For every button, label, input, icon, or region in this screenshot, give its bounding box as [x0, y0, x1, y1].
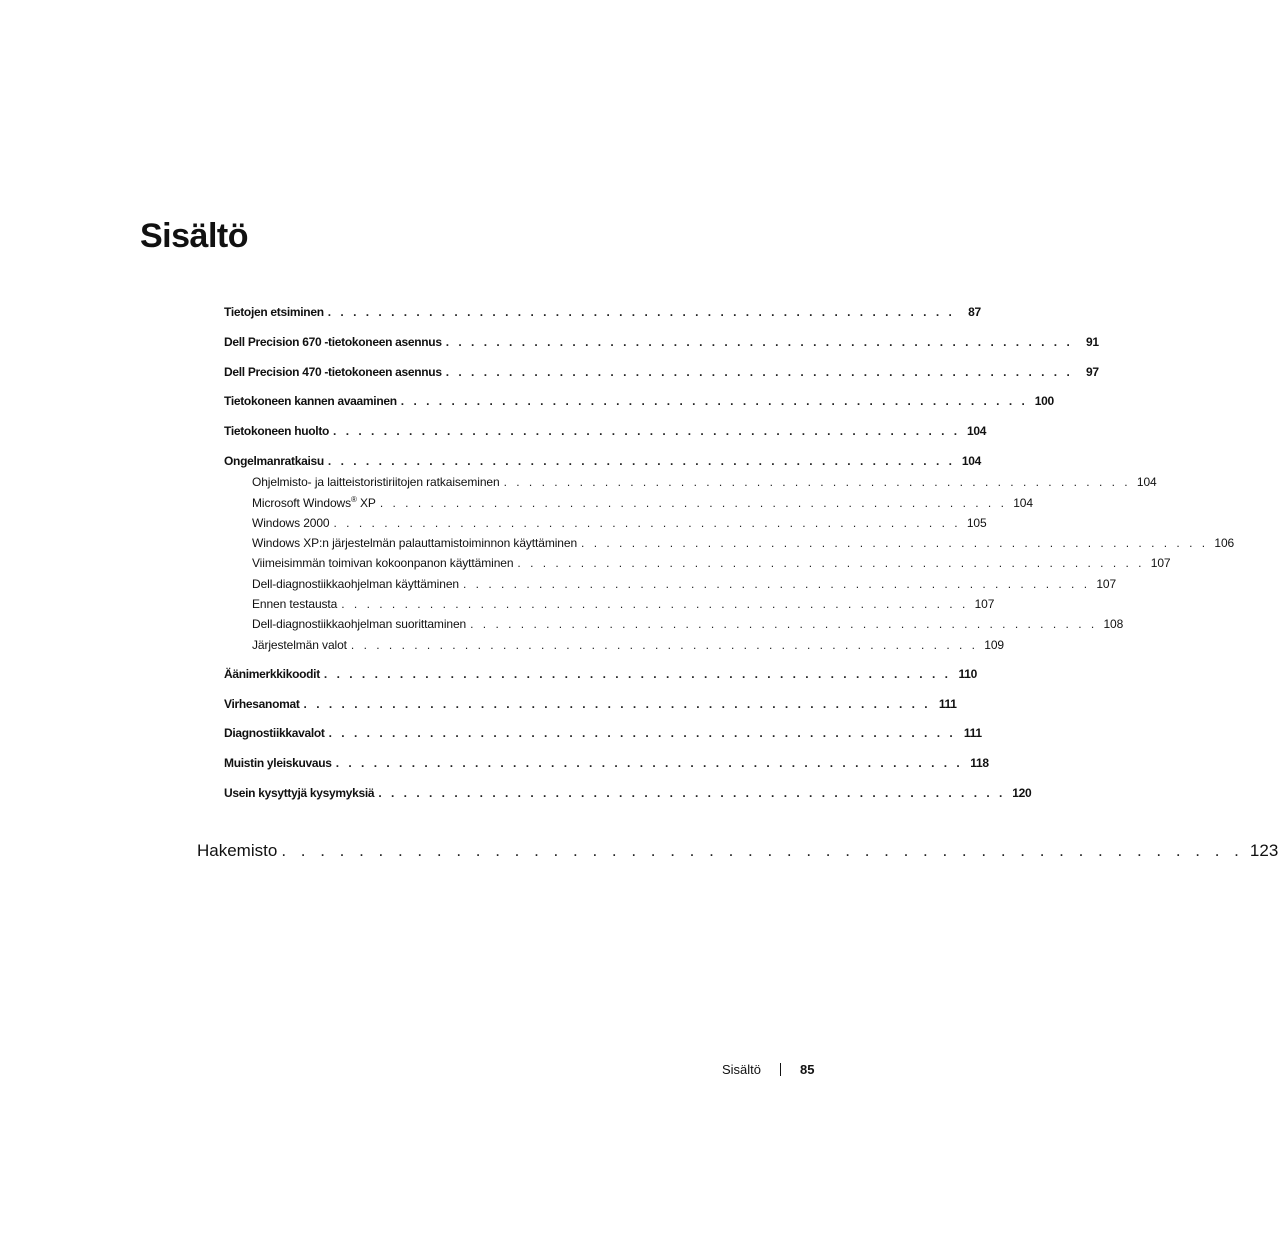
toc-entry-page: 108: [1103, 617, 1124, 631]
toc-entry[interactable]: [224, 726, 982, 740]
toc-entry[interactable]: [224, 667, 977, 681]
toc-entry[interactable]: [224, 394, 1054, 408]
dot-leader: . . . . . . . . . . . . . . . . . . . . . . . . . . . . . . . . . . . . . . . . . . . . . . . . . .: [323, 667, 951, 681]
toc-entry-page: 104: [1136, 475, 1157, 489]
toc-entry-page: 87: [968, 305, 981, 319]
toc-subentry[interactable]: [252, 577, 1117, 591]
dot-leader: . . . . . . . . . . . . . . . . . . . . . . . . . . . . . . . . . . . . . . . . . . . . . . . . . .: [333, 424, 961, 438]
footer-section-label: Sisältö: [722, 1062, 762, 1077]
dot-leader: . . . . . . . . . . . . . . . . . . . . . . . . . . . . . . . . . . . . . . . . . . . . . . . . . .: [470, 617, 1098, 631]
toc-entry-page: 123: [1249, 841, 1278, 860]
footer-divider: [780, 1063, 781, 1076]
toc-entry-page: 104: [967, 424, 987, 438]
toc-entry-page: 104: [961, 454, 981, 468]
toc-entry-page: 120: [1012, 786, 1032, 800]
toc-entry[interactable]: [224, 756, 989, 770]
dot-leader: . . . . . . . . . . . . . . . . . . . . . . . . . . . . . . . . . . . . . . . . . . . . . . . . . .: [378, 786, 1006, 800]
dot-leader: . . . . . . . . . . . . . . . . . . . . . . . . . . . . . . . . . . . . . . . . . . . . . . . . . .: [327, 305, 955, 319]
toc-entry-label: Ongelmanratkaisu: [224, 454, 324, 468]
dot-leader: . . . . . . . . . . . . . . . . . . . . . . . . . . . . . . . . . . . . . . . . . . . . . . . . . .: [517, 556, 1145, 570]
toc-entry-label: Järjestelmän valot: [252, 638, 347, 652]
dot-leader: . . . . . . . . . . . . . . . . . . . . . . . . . . . . . . . . . . . . . . . . . . . . . . . . . .: [333, 516, 961, 530]
toc-entry-label: Ennen testausta: [252, 597, 338, 611]
toc-entry-page: 106: [1214, 536, 1235, 550]
dot-leader: . . . . . . . . . . . . . . . . . . . . . . . . . . . . . . . . . . . . . . . . . . . . . . . . . .: [462, 577, 1091, 591]
toc-entry-label: Diagnostiikkavalot: [224, 726, 325, 740]
toc-entry-label: Ohjelmisto- ja laitteistoristiriitojen ratkaiseminen: [252, 475, 500, 489]
toc-entry-page: 111: [938, 697, 957, 711]
toc-entry[interactable]: [224, 365, 1099, 379]
dot-leader: . . . . . . . . . . . . . . . . . . . . . . . . . . . . . . . . . . . . . . . . . . . . . . . . . .: [400, 394, 1028, 408]
toc-entry[interactable]: [224, 786, 1032, 800]
dot-leader: . . . . . . . . . . . . . . . . . . . . . . . . . . . . . . . . . . . . . . . . . . . . . . . . . .: [581, 536, 1209, 550]
toc-subentry[interactable]: [252, 638, 1004, 652]
toc-entry-page: 91: [1086, 335, 1099, 349]
toc-entry-page: 107: [1096, 577, 1117, 591]
toc-entry-page: 100: [1034, 394, 1054, 408]
dot-leader: . . . . . . . . . . . . . . . . . . . . . . . . . . . . . . . . . . . . . . . . . . . . . . . . . .: [303, 697, 931, 711]
page-title: Sisältö: [140, 217, 248, 255]
page-footer: [722, 1062, 815, 1077]
toc-entry[interactable]: [224, 454, 981, 468]
toc-index-entry[interactable]: [197, 841, 1278, 861]
toc-entry-label: Windows XP:n järjestelmän palauttamistoiminnon käyttäminen: [252, 536, 578, 550]
toc-entry-page: 118: [970, 756, 989, 770]
dot-leader: . . . . . . . . . . . . . . . . . . . . . . . . . . . . . . . . . . . . . . . . . . . . . . . . . .: [328, 726, 956, 740]
dot-leader: . . . . . . . . . . . . . . . . . . . . . . . . . . . . . . . . . . . . . . . . . . . . . . . . . .: [335, 756, 963, 770]
toc-entry[interactable]: [224, 305, 981, 319]
toc-entry-label: Tietojen etsiminen: [224, 305, 324, 319]
toc-subentry[interactable]: [252, 617, 1124, 631]
dot-leader: . . . . . . . . . . . . . . . . . . . . . . . . . . . . . . . . . . . . . . . . . . . . . . . . . .: [379, 496, 1007, 510]
dot-leader: . . . . . . . . . . . . . . . . . . . . . . . . . . . . . . . . . . . . . . . . . . . . . . . . . .: [503, 475, 1131, 489]
toc-entry-label: Dell Precision 670 -tietokoneen asennus: [224, 335, 442, 349]
toc-entry-page: 111: [963, 726, 982, 740]
toc-subentry[interactable]: [252, 475, 1157, 489]
dot-leader: . . . . . . . . . . . . . . . . . . . . . . . . . . . . . . . . . . . . . . . . . . . . . . . . . .: [341, 597, 969, 611]
dot-leader: . . . . . . . . . . . . . . . . . . . . . . . . . . . . . . . . . . . . . . . . . . . . . . . . . .: [281, 841, 1244, 860]
toc-entry-page: 107: [1150, 556, 1171, 570]
toc-entry-label: Dell-diagnostiikkaohjelman käyttäminen: [252, 577, 459, 591]
toc-entry-label: Tietokoneen huolto: [224, 424, 330, 438]
toc-entry-page: 97: [1086, 365, 1099, 379]
toc-entry-page: 104: [1013, 496, 1033, 510]
toc-entry-label: Dell-diagnostiikkaohjelman suorittaminen: [252, 617, 467, 631]
toc-entry-label: Muistin yleiskuvaus: [224, 756, 332, 770]
dot-leader: . . . . . . . . . . . . . . . . . . . . . . . . . . . . . . . . . . . . . . . . . . . . . . . . . .: [350, 638, 978, 652]
toc-entry-label: Microsoft Windows® XP: [252, 495, 376, 510]
toc-entry-page: 110: [958, 667, 977, 681]
registered-mark: ®: [351, 495, 357, 504]
toc-subentry[interactable]: [252, 536, 1235, 550]
toc-entry-label: Viimeisimmän toimivan kokoonpanon käyttäminen: [252, 556, 514, 570]
dot-leader: . . . . . . . . . . . . . . . . . . . . . . . . . . . . . . . . . . . . . . . . . . . . . . . . . .: [445, 365, 1073, 379]
toc-entry[interactable]: [224, 335, 1099, 349]
toc-entry-label: Tietokoneen kannen avaaminen: [224, 394, 397, 408]
toc-entry-label: Virhesanomat: [224, 697, 300, 711]
toc-subentry[interactable]: [252, 495, 1033, 510]
toc-subentry[interactable]: [252, 597, 995, 611]
dot-leader: . . . . . . . . . . . . . . . . . . . . . . . . . . . . . . . . . . . . . . . . . . . . . . . . . .: [445, 335, 1073, 349]
toc-entry[interactable]: [224, 424, 987, 438]
footer-page-number: 85: [800, 1062, 815, 1077]
dot-leader: . . . . . . . . . . . . . . . . . . . . . . . . . . . . . . . . . . . . . . . . . . . . . . . . . .: [327, 454, 955, 468]
toc-entry-label: Usein kysyttyjä kysymyksiä: [224, 786, 375, 800]
toc-entry-label: Äänimerkkikoodit: [224, 667, 320, 681]
toc-subentry[interactable]: [252, 516, 987, 530]
toc-subentry[interactable]: [252, 556, 1171, 570]
toc-entry-label: Hakemisto: [197, 841, 278, 860]
toc-entry-page: 109: [984, 638, 1004, 652]
toc-entry[interactable]: [224, 697, 957, 711]
toc-entry-page: 107: [974, 597, 995, 611]
toc-entry-label: Windows 2000: [252, 516, 330, 530]
toc-entry-label: Dell Precision 470 -tietokoneen asennus: [224, 365, 442, 379]
toc-entry-page: 105: [966, 516, 987, 530]
